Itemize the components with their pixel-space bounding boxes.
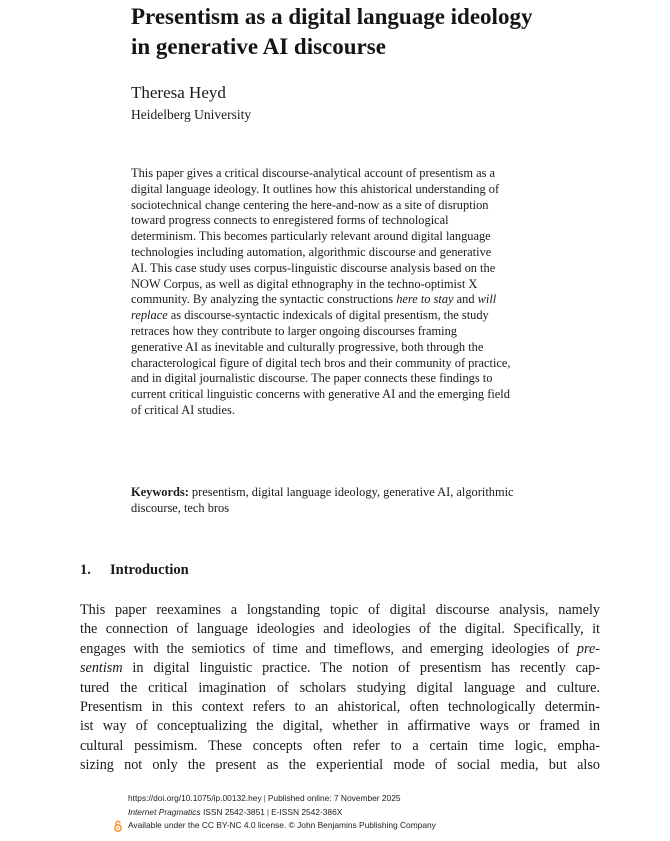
page-footer: [128, 792, 548, 833]
abstract-emphasis-here-to-stay: here to stay: [396, 292, 454, 307]
abstract-text: as discourse-syntactic indexicals of digital presentism, the study: [167, 308, 489, 323]
section-heading: [80, 561, 189, 579]
body-line: This paper reexamines a longstanding topic of digital discourse analysis, namely: [80, 602, 600, 618]
body-line: sizing not only the present as the experiential mode of social media, but also: [80, 757, 600, 774]
abstract-line: retraces how they contribute to larger ongoing discourses framing: [131, 323, 457, 338]
body-line: cultural pessimism. These concepts often refer to a certain time logic, empha-: [80, 737, 600, 754]
footer-license-line: [128, 819, 548, 833]
eissn: E-ISSN 2542-386X: [271, 806, 343, 817]
keywords: [131, 485, 571, 517]
section-title: Introduction: [110, 562, 189, 578]
abstract-line: digital language ideology. It outlines how this ahistorical understanding of: [131, 181, 500, 196]
copyright-text: © John Benjamins Publishing Company: [288, 820, 436, 830]
abstract-line: current critical linguistic concerns with generative AI and the emerging field: [131, 387, 510, 402]
body-line: the connection of language ideologies and ideologies of the digital. Specifically, it: [80, 621, 600, 638]
body-line: [80, 640, 600, 659]
abstract-line: This paper gives a critical discourse-analytical account of presentism as a: [131, 166, 496, 180]
abstract-line: [131, 292, 561, 308]
author-name: Theresa Heyd: [131, 83, 226, 102]
abstract-line: and in digital journalistic discourse. The paper connects these findings to: [131, 371, 493, 386]
introduction-paragraph: [80, 601, 600, 776]
body-text: engages with the semiotics of time and timeflows, and emerging ideologies of: [80, 640, 570, 657]
abstract-line: AI. This case study uses corpus-linguistic discourse analysis based on the: [131, 260, 496, 275]
body-emphasis-presentism: sentism: [80, 660, 123, 677]
keywords-line: discourse, tech bros: [131, 500, 230, 515]
issn: ISSN 2542-3851: [202, 806, 265, 817]
abstract-text: community. By analyzing the syntactic constructions: [131, 292, 397, 307]
abstract-line: NOW Corpus, as well as digital ethnography in the techno-optimist X: [131, 276, 478, 291]
abstract-line: technologies including automation, algorithmic discourse and generative: [131, 244, 492, 259]
published-date: Published online: 7 November 2025: [267, 793, 401, 803]
doi-link[interactable]: https://doi.org/10.1075/ip.00132.hey: [128, 793, 262, 803]
abstract-text: and: [453, 292, 478, 307]
footer-separator: |: [263, 793, 266, 803]
body-line: ist way of conceptualizing the digital, whether in affirmative ways or framed in: [80, 718, 600, 735]
section-number: 1.: [80, 562, 91, 578]
footer-doi-line: [128, 792, 548, 806]
body-line: tured the critical imagination of scholars studying digital language and culture.: [80, 679, 600, 696]
footer-journal-line: [128, 806, 548, 820]
abstract: [131, 166, 561, 419]
keywords-list: presentism, digital language ideology, generative AI, algorithmic: [188, 485, 514, 499]
open-access-icon: [113, 820, 123, 832]
abstract-line: toward progress connects to enregistered forms of technological: [131, 213, 449, 228]
abstract-line: [131, 308, 561, 324]
keywords-line: [131, 485, 571, 501]
body-text: in digital linguistic practice. The notion of presentism has recently cap-: [122, 660, 600, 677]
article-title: [131, 2, 591, 62]
body-emphasis-presentism: pre-: [576, 640, 601, 657]
body-line: [80, 659, 600, 678]
abstract-line: determinism. This becomes particularly relevant around digital language: [131, 229, 491, 244]
license-text: Available under the CC BY-NC 4.0 license.: [128, 820, 287, 830]
body-line: Presentism in this context refers to an ahistorical, often technologically determin-: [80, 699, 600, 716]
article-title-line-2: in generative AI discourse: [131, 34, 386, 59]
article-title-line-1: Presentism as a digital language ideology: [131, 4, 533, 29]
abstract-emphasis-replace: replace: [131, 308, 168, 323]
journal-name: Internet Pragmatics: [128, 806, 201, 817]
abstract-emphasis-will: will: [477, 292, 497, 307]
abstract-line: of critical AI studies.: [131, 402, 235, 417]
abstract-line: generative AI as inevitable and culturally progressive, both through the: [131, 339, 484, 354]
author-affiliation: Heidelberg University: [131, 107, 252, 122]
footer-separator: |: [266, 806, 270, 817]
abstract-line: characterological figure of digital tech bros and their community of practice,: [131, 355, 511, 370]
keywords-label: Keywords:: [131, 485, 189, 499]
abstract-line: sociotechnical change centering the here-and-now as a site of disruption: [131, 197, 489, 212]
